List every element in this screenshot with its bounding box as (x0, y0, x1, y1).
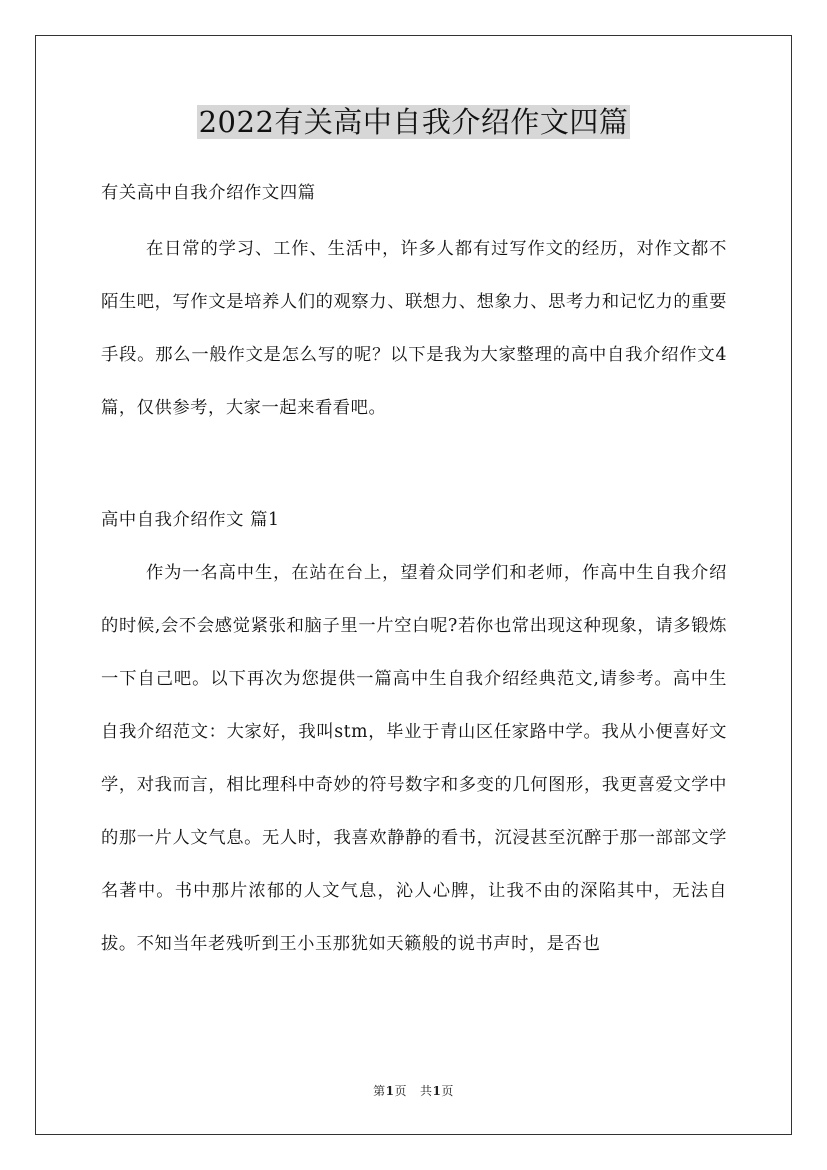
page-footer (0, 1082, 827, 1099)
document-subtitle: 有关高中自我介绍作文四篇 (101, 183, 316, 203)
document-title (0, 100, 827, 144)
footer-total-prefix: 共 (419, 1084, 433, 1098)
footer-page-prefix: 第 (373, 1084, 386, 1098)
section-heading: 高中自我介绍作文 篇1 (101, 510, 280, 530)
footer-total-suffix: 页 (441, 1084, 454, 1098)
footer-page-current: 1 (385, 1084, 395, 1098)
intro-paragraph: 在日常的学习、工作、生活中，许多人都有过写作文的经历，对作文都不陌生吧，写作文是培养人们的观察力、联想力、想象力、思考力和记忆力的重要手段。那么一般作文是怎么写的呢？以下是我为大家整理的高中自我介绍作文4篇，仅供参考，大家一起来看看吧。 (101, 239, 727, 418)
section-paragraph: 作为一名高中生，在站在台上，望着众同学们和老师，作高中生自我介绍的时候,会不会感觉紧张和脑子里一片空白呢?若你也常出现这种现象，请多锻炼一下自己吧。以下再次为您提供一篇高中生自我介绍经典范文,请参考。高中生自我介绍范文：大家好，我叫stm，毕业于青山区任家路中学。我从小便喜好文学，对我而言，相比理科中奇妙的符号数字和多变的几何图形，我更喜爱文学中的那一片人文气息。无人时，我喜欢静静的看书，沉浸甚至沉醉于那一部部文学名著中。书中那片浓郁的人文气息，沁人心脾，让我不由的深陷其中，无法自拔。不知当年老残听到王小玉那犹如天籁般的说书声时，是否也 (101, 563, 727, 954)
footer-page-suffix: 页 (394, 1084, 408, 1098)
footer-total-pages: 1 (432, 1084, 442, 1098)
document-title-text: 2022有关高中自我介绍作文四篇 (198, 105, 629, 139)
